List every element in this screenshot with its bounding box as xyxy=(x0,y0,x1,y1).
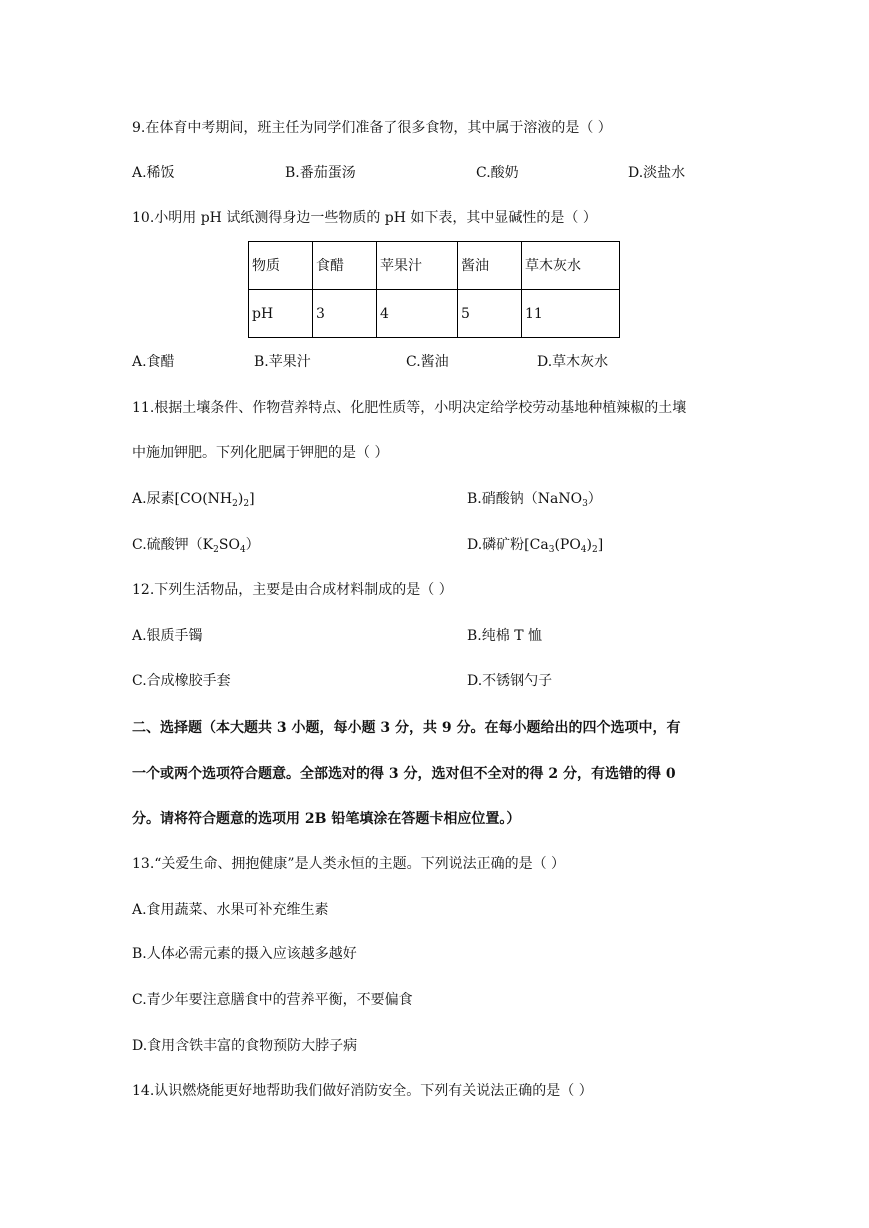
q11-stem-line2: 中施加钾肥。下列化肥属于钾肥的是（ ） xyxy=(132,445,389,461)
q10-option-b: B.苹果汁 xyxy=(254,354,311,370)
q13-option-c: C.青少年要注意膳食中的营养平衡，不要偏食 xyxy=(132,992,413,1008)
q13-option-d: D.食用含铁丰富的食物预防大脖子病 xyxy=(132,1038,358,1054)
q11-option-b: B.硝酸钠（NaNO$_3$） xyxy=(467,491,602,509)
q11-option-a: A.尿素$[CO(NH_2)_2]$ xyxy=(132,491,255,509)
table-cell: 3 xyxy=(313,290,377,338)
q11-stem-line1: 11.根据土壤条件、作物营养特点、化肥性质等，小明决定给学校劳动基地种植辣椒的土壤 xyxy=(132,400,687,416)
q12-stem: 12.下列生活物品，主要是由合成材料制成的是（ ） xyxy=(132,582,453,598)
table-row xyxy=(249,290,620,338)
q11-option-d: D.磷矿粉$[Ca_3(PO_4)_2]$ xyxy=(467,537,604,555)
table-cell: 11 xyxy=(522,290,620,338)
q10-option-d: D.草木灰水 xyxy=(537,354,609,370)
table-cell: 4 xyxy=(377,290,458,338)
q9-option-a: A.稀饭 xyxy=(132,165,175,181)
q13-stem: 13.“关爱生命、拥抱健康”是人类永恒的主题。下列说法正确的是（ ） xyxy=(132,856,566,872)
q9-option-d: D.淡盐水 xyxy=(628,165,686,181)
q9-option-b: B.番茄蛋汤 xyxy=(285,165,356,181)
table-row xyxy=(249,242,620,290)
section2-heading-line1: 二、选择题（本大题共 3 小题，每小题 3 分，共 9 分。在每小题给出的四个选项中，有 xyxy=(132,720,681,736)
q9-stem: 9.在体育中考期间，班主任为同学们准备了很多食物，其中属于溶液的是（ ） xyxy=(132,120,612,136)
q13-option-b: B.人体必需元素的摄入应该越多越好 xyxy=(132,946,357,962)
table-cell: 5 xyxy=(458,290,522,338)
q12-option-d: D.不锈钢勺子 xyxy=(467,673,553,689)
q10-option-c: C.酱油 xyxy=(406,354,449,370)
q10-option-a: A.食醋 xyxy=(132,354,175,370)
table-cell: 食醋 xyxy=(313,242,377,290)
q12-option-a: A.银质手镯 xyxy=(132,628,203,644)
q13-option-a: A.食用蔬菜、水果可补充维生素 xyxy=(132,902,329,918)
q12-option-c: C.合成橡胶手套 xyxy=(132,673,231,689)
table-cell: pH xyxy=(249,290,313,338)
table-cell: 物质 xyxy=(249,242,313,290)
q12-option-b: B.纯棉 T 恤 xyxy=(467,628,542,644)
q9-option-c: C.酸奶 xyxy=(476,165,519,181)
q14-stem: 14.认识燃烧能更好地帮助我们做好消防安全。下列有关说法正确的是（ ） xyxy=(132,1083,593,1099)
section2-heading-line3: 分。请将符合题意的选项用 2B 铅笔填涂在答题卡相应位置。） xyxy=(132,811,521,827)
table-cell: 草木灰水 xyxy=(522,242,620,290)
section2-heading-line2: 一个或两个选项符合题意。全部选对的得 3 分，选对但不全对的得 2 分，有选错的得 0 xyxy=(132,766,676,782)
table-cell: 酱油 xyxy=(458,242,522,290)
ph-table xyxy=(248,241,620,338)
table-cell: 苹果汁 xyxy=(377,242,458,290)
q10-stem: 10.小明用 pH 试纸测得身边一些物质的 pH 如下表，其中显碱性的是（ ） xyxy=(132,210,597,226)
q11-option-c: C.硫酸钾$(K_2SO_4)$ xyxy=(132,537,260,555)
